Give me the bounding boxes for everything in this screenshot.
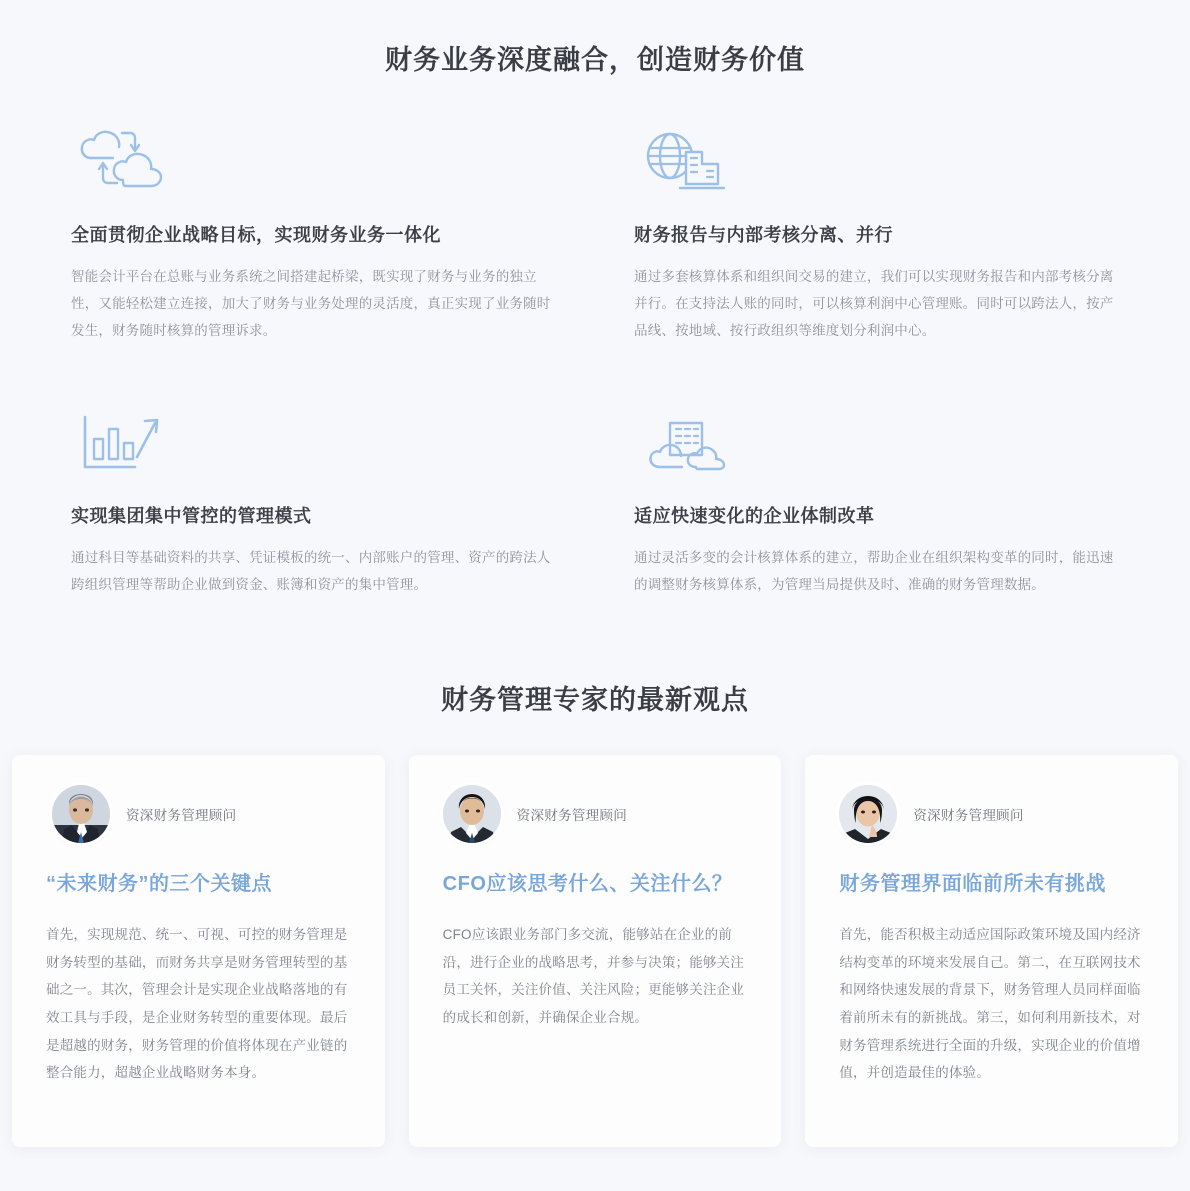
expert-card[interactable] bbox=[409, 755, 782, 1147]
expert-card-title[interactable]: CFO应该思考什么、关注什么？ bbox=[442, 873, 733, 895]
avatar bbox=[839, 785, 897, 843]
expert-role: 资深财务管理顾问 bbox=[126, 808, 237, 823]
feature-description: 通过科目等基础资料的共享、凭证模板的统一、内部账户的管理、资产的跨法人跨组织管理等帮助企业做到资金、账簿和资产的集中管理。 bbox=[71, 550, 551, 592]
feature-item bbox=[634, 404, 1125, 598]
feature-item bbox=[71, 404, 562, 598]
expert-card-title[interactable]: 财务管理界面临前所未有挑战 bbox=[839, 873, 1106, 895]
avatar bbox=[52, 785, 110, 843]
expert-role: 资深财务管理顾问 bbox=[516, 808, 628, 823]
avatar bbox=[443, 785, 501, 843]
cloud-building-icon bbox=[640, 404, 1125, 486]
section-two-title: 财务管理专家的最新观点 bbox=[441, 685, 749, 715]
expert-card[interactable] bbox=[12, 755, 385, 1147]
feature-title: 实现集团集中管控的管理模式 bbox=[71, 506, 312, 526]
expert-card-body: 首先，实现规范、统一、可视、可控的财务管理是财务转型的基础，而财务共享是财务管理转型的基础之一。其次，管理会计是实现企业战略落地的有效工具与手段，是企业财务转型的重要体现。最后是超越的财务，财务管理的价值将体现在产业链的整合能力，超越企业战略财务本身。 bbox=[46, 927, 348, 1081]
expert-card-header bbox=[839, 785, 1144, 843]
feature-title: 全面贯彻企业战略目标，实现财务业务一体化 bbox=[71, 225, 441, 245]
expert-card-header bbox=[443, 785, 748, 843]
feature-description: 通过灵活多变的会计核算体系的建立，帮助企业在组织架构变革的同时，能迅速的调整财务核算体系，为管理当局提供及时、准确的财务管理数据。 bbox=[634, 550, 1114, 592]
cloud-sync-icon bbox=[77, 123, 562, 205]
feature-title: 财务报告与内部考核分离、并行 bbox=[634, 225, 893, 245]
feature-item bbox=[634, 123, 1125, 344]
feature-title: 适应快速变化的企业体制改革 bbox=[634, 506, 875, 526]
expert-card[interactable] bbox=[805, 755, 1178, 1147]
expert-card-body: CFO应该跟业务部门多交流，能够站在企业的前沿，进行企业的战略思考，并参与决策；能够关注员工关怀，关注价值、关注风险；更能够关注企业的成长和创新，并确保企业合规。 bbox=[442, 927, 745, 1026]
bar-chart-arrow-icon bbox=[77, 404, 562, 486]
feature-item bbox=[71, 123, 562, 344]
expert-role: 资深财务管理顾问 bbox=[913, 808, 1024, 823]
section-one-title: 财务业务深度融合，创造财务价值 bbox=[385, 45, 805, 75]
expert-cards-row bbox=[12, 755, 1178, 1147]
feature-description: 通过多套核算体系和组织间交易的建立，我们可以实现财务报告和内部考核分离并行。在支持法人账的同时，可以核算利润中心管理账。同时可以跨法人，按产品线、按地域、按行政组织等维度划分利润中心。 bbox=[634, 269, 1114, 338]
features-grid bbox=[65, 123, 1125, 598]
expert-card-header bbox=[52, 785, 351, 843]
expert-card-title[interactable]: “未来财务”的三个关键点 bbox=[46, 873, 272, 895]
globe-building-icon bbox=[640, 123, 1125, 205]
feature-description: 智能会计平台在总账与业务系统之间搭建起桥梁，既实现了财务与业务的独立性，又能轻松建立连接，加大了财务与业务处理的灵活度，真正实现了业务随时发生，财务随时核算的管理诉求。 bbox=[71, 269, 551, 338]
expert-card-body: 首先，能否积极主动适应国际政策环境及国内经济结构变革的环境来发展自己。第二，在互联网技术和网络快速发展的背景下，财务管理人员同样面临着前所未有的新挑战。第三，如何利用新技术，对财务管理系统进行全面的升级，实现企业的价值增值，并创造最佳的体验。 bbox=[839, 927, 1141, 1081]
experts-section bbox=[0, 678, 1190, 1191]
